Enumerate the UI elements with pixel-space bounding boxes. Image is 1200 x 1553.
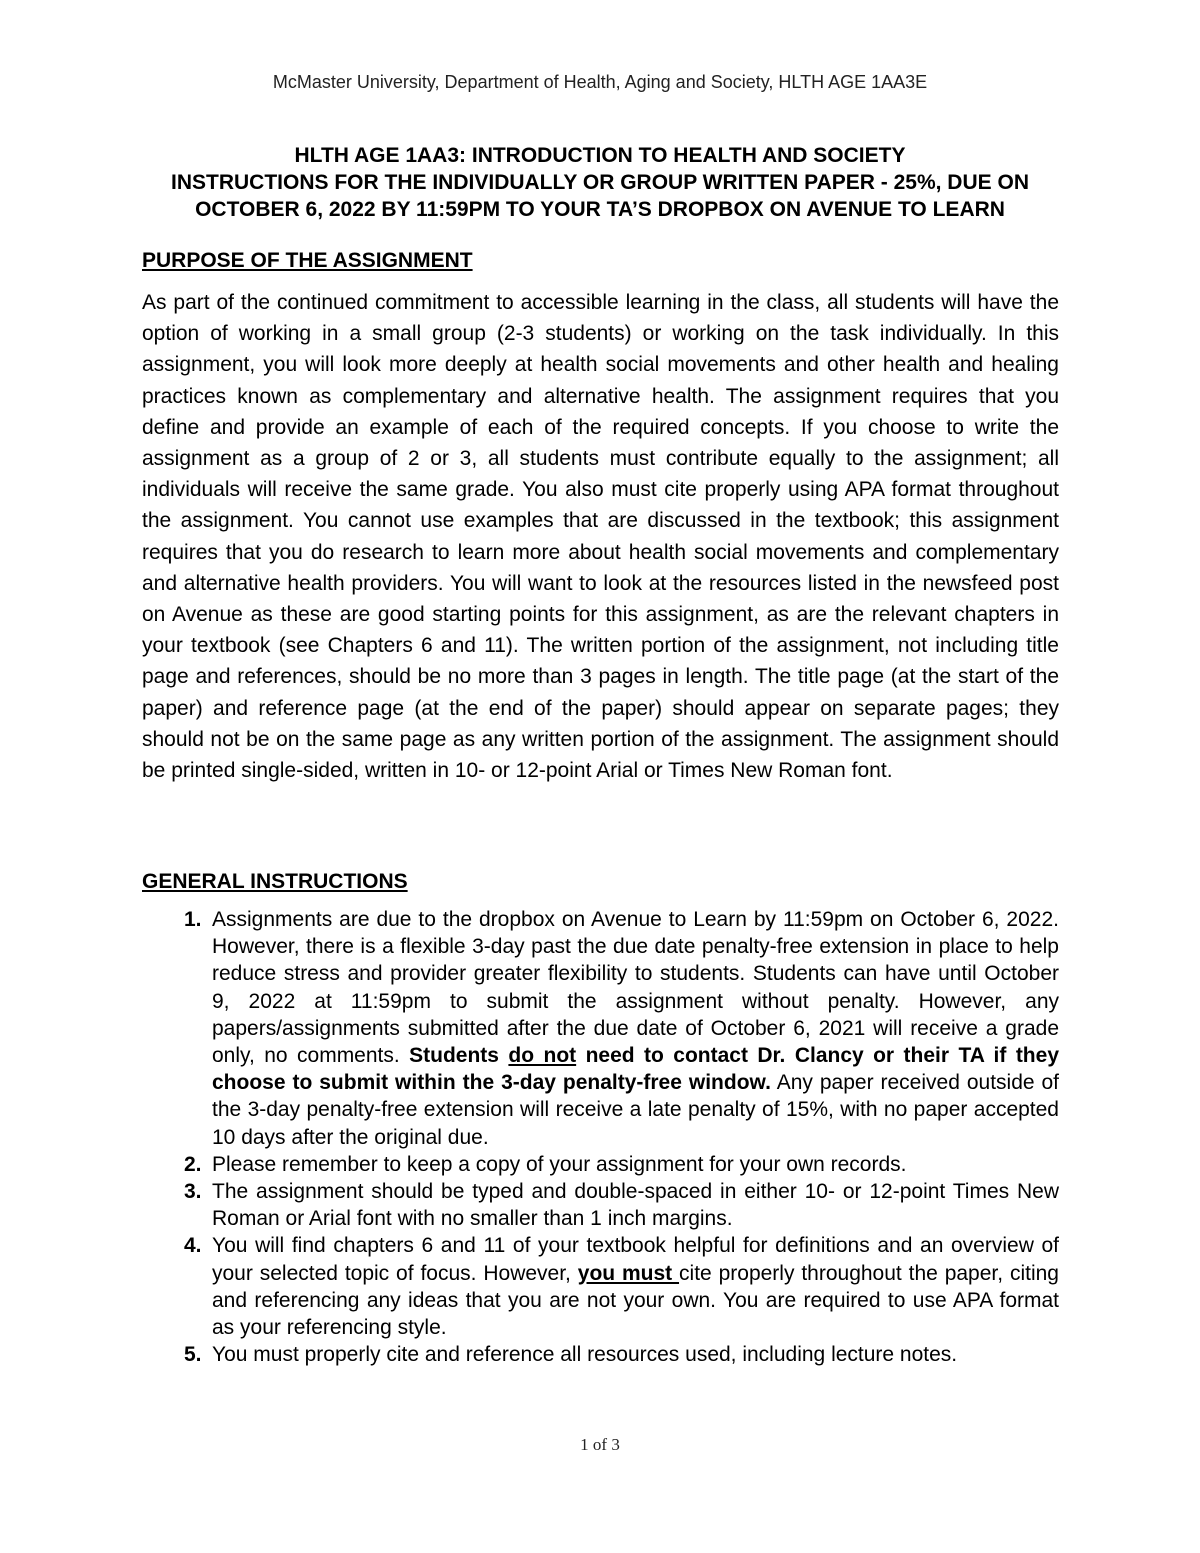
list-item-text: Please remember to keep a copy of your assignment for your own records. <box>212 1152 907 1176</box>
general-instructions-heading: GENERAL INSTRUCTIONS <box>142 870 408 893</box>
list-item-text: The assignment should be typed and double-spaced in either 10- or 12-point Times New Roman or Arial font with no smaller than 1 inch margins. <box>212 1180 1059 1231</box>
list-item <box>142 1178 1059 1232</box>
list-item <box>142 1341 1059 1368</box>
list-item <box>142 1151 1059 1178</box>
running-header: McMaster University, Department of Health, Aging and Society, HLTH AGE 1AA3E <box>272 72 928 92</box>
list-item-emphasis: do not <box>508 1044 577 1068</box>
list-item-text: Assignments are due to the dropbox on Avenue to Learn by 11:59pm on October 6, 2022. However, there is a flexible 3-day past the due date penalty-free extension in place to help reduce stress and provider greater flexibility to students. Students can have until October 9, 2022 at 11:59pm to submit the assignment without penalty. However, any papers/assignments submitted after the due date of October 6, 2021 will receive a grade only, no comments. <box>212 908 1059 1068</box>
list-item <box>142 906 1059 1151</box>
list-item <box>142 1232 1059 1341</box>
list-item-number: 3. <box>184 1180 202 1204</box>
list-item-emphasis: you must <box>577 1261 680 1285</box>
purpose-heading: PURPOSE OF THE ASSIGNMENT <box>142 249 473 272</box>
list-item-text: You must properly cite and reference all resources used, including lecture notes. <box>212 1343 958 1367</box>
list-item-number: 2. <box>184 1152 202 1176</box>
list-item-bold-text: need to contact Dr. Clancy or their TA if they choose to submit within the 3-day penalty-free window. <box>212 1044 1059 1095</box>
list-item-number: 4. <box>184 1234 202 1258</box>
title-line-2: INSTRUCTIONS FOR THE INDIVIDUALLY OR GROUP WRITTEN PAPER - 25%, DUE ON <box>171 171 1029 194</box>
document-title <box>140 142 1060 223</box>
list-item-number: 1. <box>184 908 202 931</box>
page-number: 1 of 3 <box>580 1435 620 1454</box>
list-item-text: Any paper received outside of the 3-day penalty-free extension will receive a late penalty of 15%, with no paper accepted 10 days after the original due. <box>212 1071 1060 1149</box>
list-item-bold-text: Students <box>409 1044 509 1068</box>
purpose-paragraph: As part of the continued commitment to accessible learning in the class, all students will have the option of working in a small group (2-3 students) or working on the task individually. In this assignment, you will look more deeply at health social movements and other health and healing practices known as complementary and alternative health. The assignment requires that you define and provide an example of each of the required concepts. If you choose to write the assignment as a group of 2 or 3, all students must contribute equally to the assignment; all individuals will receive the same grade. You also must cite properly using APA format throughout the assignment. You cannot use examples that are discussed in the textbook; this assignment requires that you do research to learn more about health social movements and complementary and alternative health providers. You will want to look at the resources listed in the newsfeed post on Avenue as these are good starting points for this assignment, as are the relevant chapters in your textbook (see Chapters 6 and 11). The written portion of the assignment, not including title page and references, should be no more than 3 pages in length. The title page (at the start of the paper) and reference page (at the end of the paper) should appear on separate pages; they should not be on the same page as any written portion of the assignment. The assignment should be printed single-sided, written in 10- or 12-point Arial or Times New Roman font. <box>142 291 1059 783</box>
list-item-number: 5. <box>184 1343 202 1367</box>
list-item-text: cite properly throughout the paper, citing and referencing any ideas that you are not your own. You are required to use APA format as your referencing style. <box>212 1261 1059 1340</box>
title-line-1: HLTH AGE 1AA3: INTRODUCTION TO HEALTH AND SOCIETY <box>294 144 906 167</box>
title-line-3: OCTOBER 6, 2022 BY 11:59PM TO YOUR TA’S DROPBOX ON AVENUE TO LEARN <box>195 198 1005 221</box>
list-item-text: You will find chapters 6 and 11 of your textbook helpful for definitions and an overview of your selected topic of focus. However, <box>212 1234 1059 1285</box>
instructions-list <box>142 906 1059 1368</box>
